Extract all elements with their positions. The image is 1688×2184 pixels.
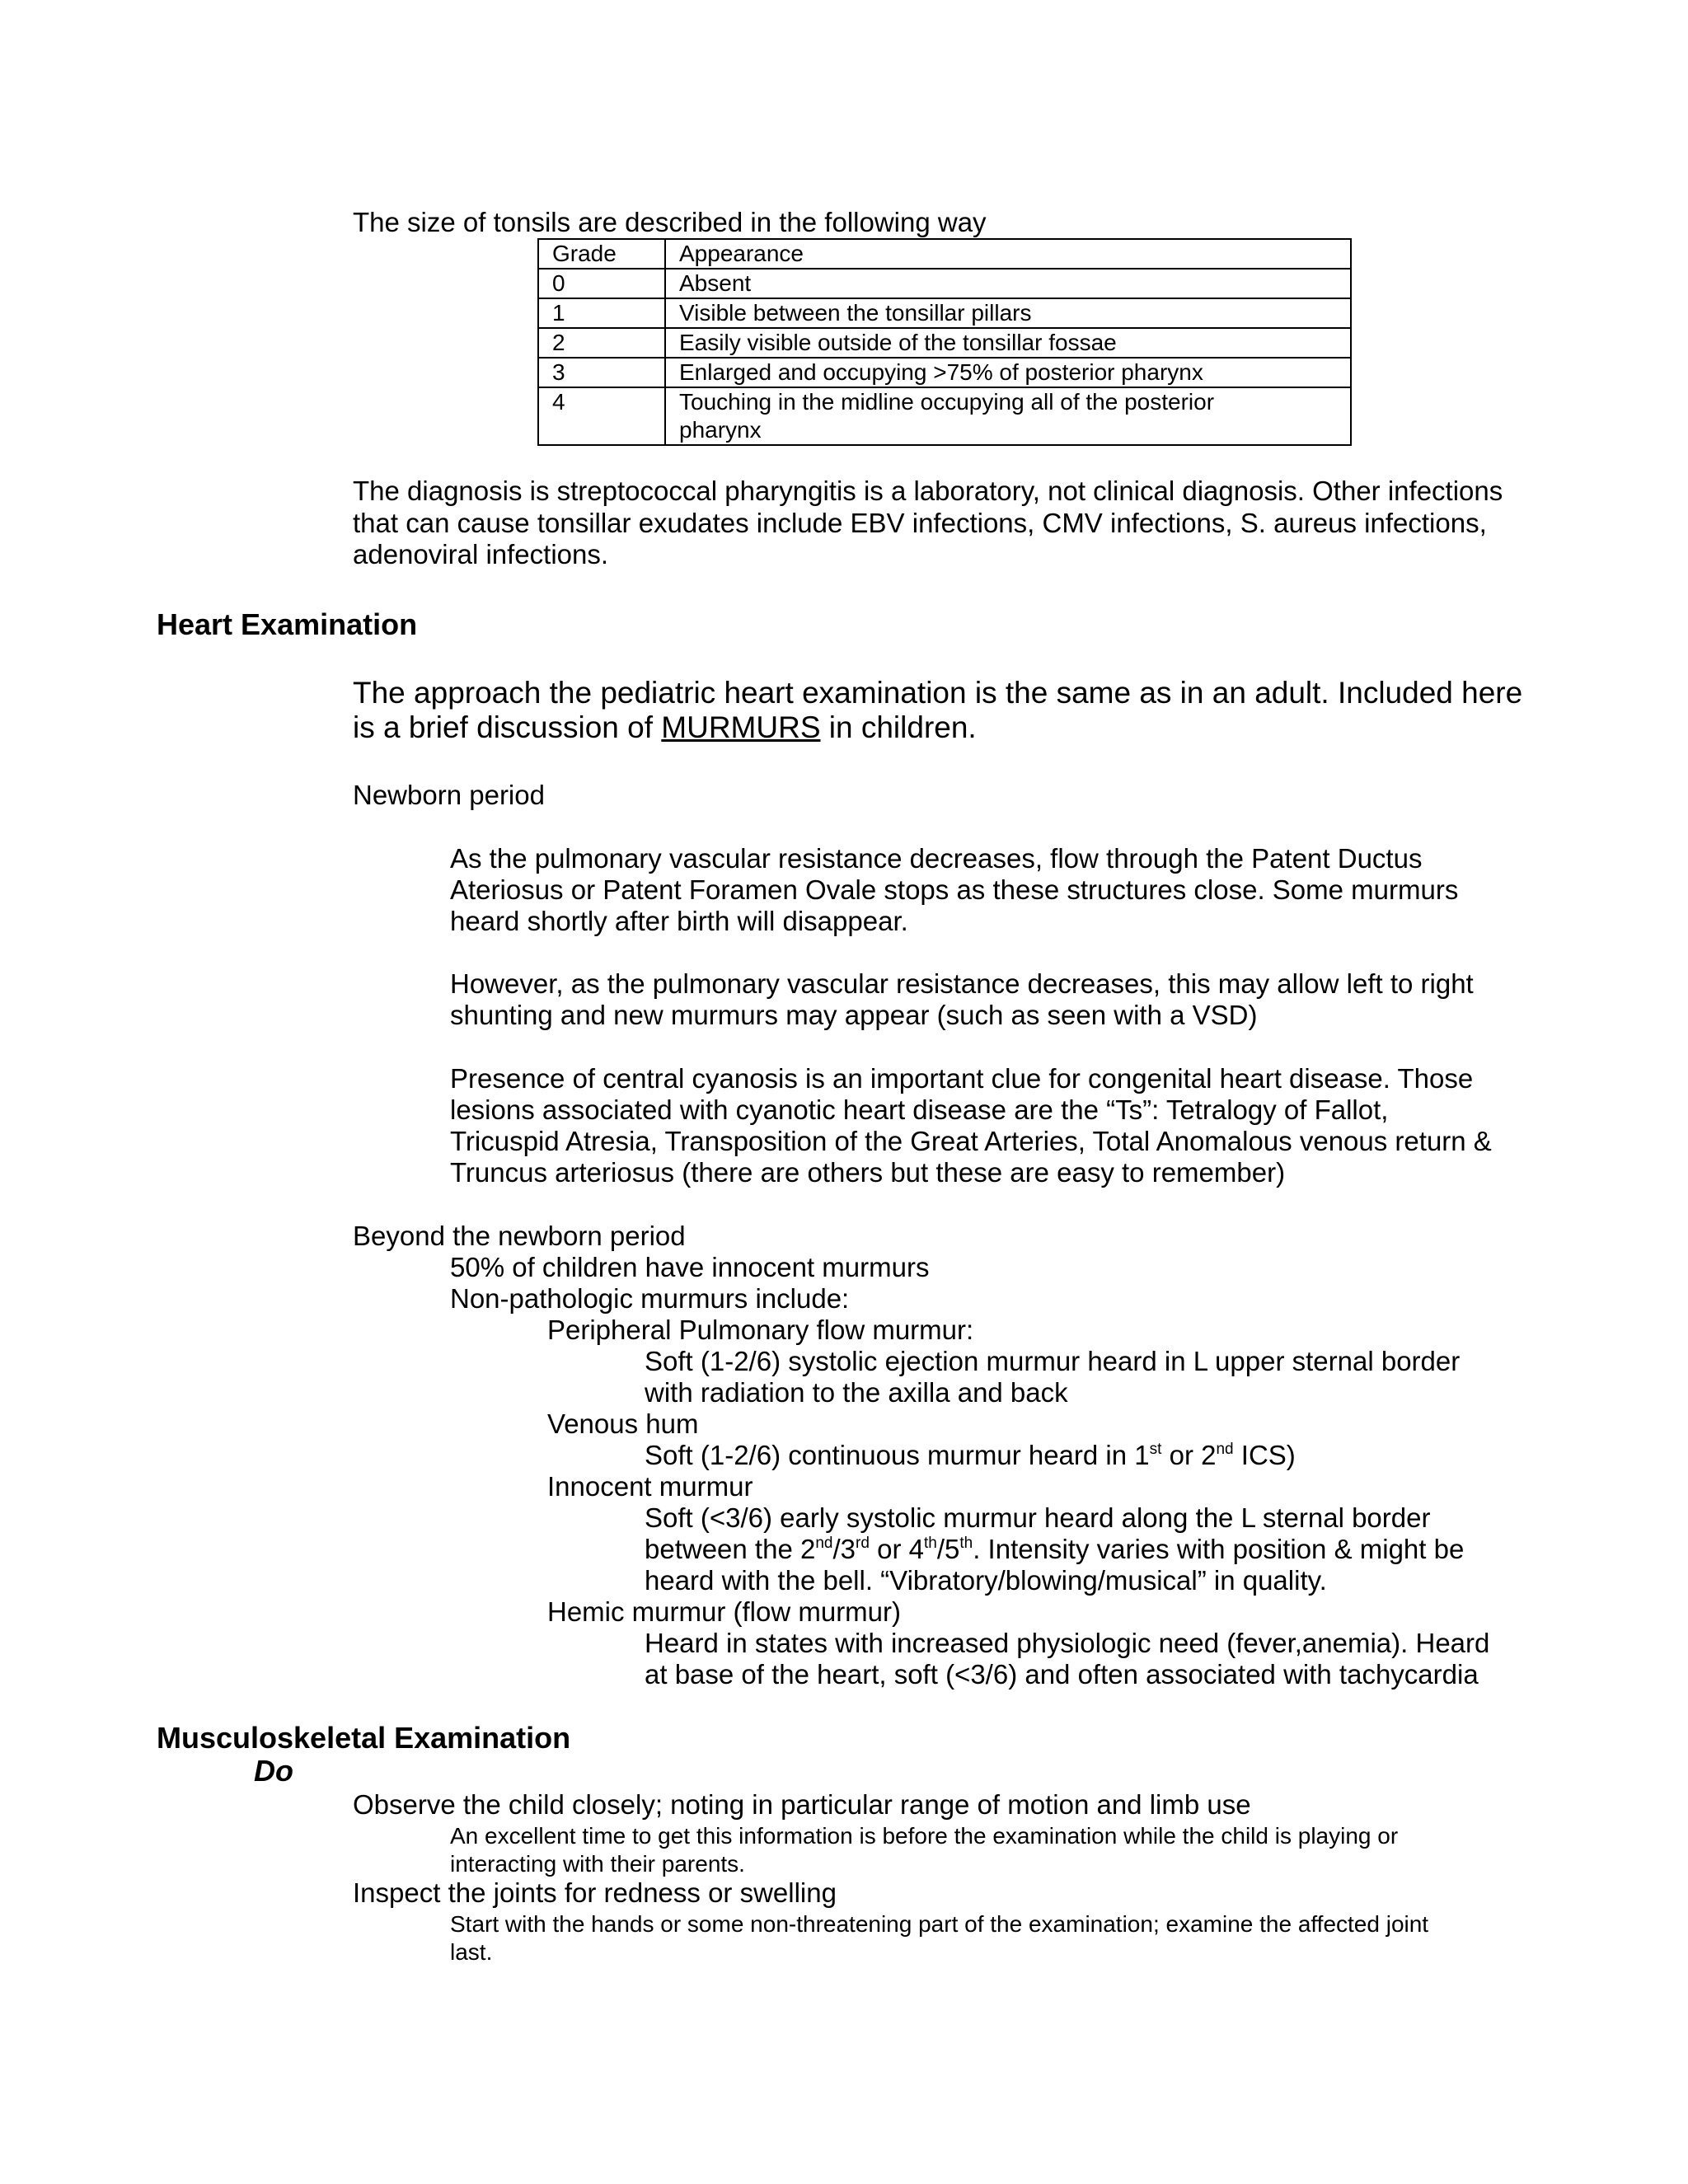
grade-cell: 1 [538,298,665,328]
table-header-row [538,239,1351,269]
appearance-cell: Absent [665,269,1351,298]
msk-note-line: Start with the hands or some non-threatening part of the examination; examine the affected joint [450,1911,1429,1937]
grade-cell: 3 [538,358,665,387]
appearance-cell: Enlarged and occupying >75% of posterior pharynx [665,358,1351,387]
murmur-desc-text: /5 [936,1534,960,1564]
table-header-appearance: Appearance [665,239,1351,269]
table-header-grade: Grade [538,239,665,269]
murmur-desc-text: Soft (1-2/6) continuous murmur heard in 1 [645,1440,1150,1470]
msk-exam-heading: Musculoskeletal Examination [157,1721,571,1755]
superscript: nd [1216,1441,1234,1458]
msk-note-line: interacting with their parents. [450,1851,745,1877]
murmur-desc-line [645,1534,1464,1565]
murmur-desc-text: ICS) [1233,1440,1296,1470]
heart-exam-heading: Heart Examination [157,607,418,641]
msk-note-line: An excellent time to get this information is before the examination while the child is playing or [450,1823,1399,1849]
appearance-line: pharynx [679,417,762,443]
murmur-desc-text: between the 2 [645,1534,816,1564]
table-row [538,269,1351,298]
grade-cell: 2 [538,328,665,358]
murmur-desc-line: Soft (<3/6) early systolic murmur heard along the L sternal border [645,1502,1431,1533]
murmur-desc-line: heard with the bell. “Vibratory/blowing/musical” in quality. [645,1565,1327,1596]
tonsil-intro: The size of tonsils are described in the following way [353,207,987,237]
beyond-newborn-heading: Beyond the newborn period [353,1221,686,1251]
msk-item: Observe the child closely; noting in particular range of motion and limb use [353,1789,1251,1820]
diagnosis-line: that can cause tonsillar exudates include EBV infections, CMV infections, S. aureus infections, [353,508,1487,538]
newborn-text-line: Ateriosus or Patent Foramen Ovale stops as these structures close. Some murmurs [450,874,1459,905]
newborn-text-line: shunting and new murmurs may appear (such as seen with a VSD) [450,1000,1258,1030]
superscript: th [959,1535,973,1552]
murmur-type-title: Hemic murmur (flow murmur) [547,1596,901,1627]
murmur-desc-line: Soft (1-2/6) systolic ejection murmur heard in L upper sternal border [645,1346,1461,1376]
table-row [538,328,1351,358]
appearance-cell [665,387,1351,445]
murmur-desc-text: /3 [832,1534,856,1564]
grade-cell: 0 [538,269,665,298]
superscript: th [923,1535,937,1552]
newborn-text-line: lesions associated with cyanotic heart disease are the “Ts”: Tetralogy of Fallot, [450,1094,1389,1125]
newborn-text-line: Tricuspid Atresia, Transposition of the Great Arteries, Total Anomalous venous return & [450,1126,1492,1156]
superscript: rd [856,1535,870,1552]
table-row [538,387,1351,445]
newborn-text-line: As the pulmonary vascular resistance decreases, flow through the Patent Ductus [450,843,1423,874]
heart-intro-text: in children. [820,710,977,744]
appearance-line: Touching in the midline occupying all of the posterior [679,389,1215,415]
murmur-desc-text: or 4 [869,1534,924,1564]
table-row [538,358,1351,387]
appearance-cell: Visible between the tonsillar pillars [665,298,1351,328]
do-label: Do [254,1754,293,1788]
appearance-cell: Easily visible outside of the tonsillar fossae [665,328,1351,358]
table-row [538,298,1351,328]
murmur-desc-line: Heard in states with increased physiologic need (fever,anemia). Heard [645,1628,1490,1658]
newborn-heading: Newborn period [353,780,545,810]
superscript: st [1149,1441,1162,1458]
murmur-desc-text: or 2 [1161,1440,1217,1470]
heart-intro-line [353,710,977,745]
murmurs-link[interactable]: MURMURS [661,710,821,744]
grade-cell: 4 [538,387,665,445]
diagnosis-line: The diagnosis is streptococcal pharyngitis is a laboratory, not clinical diagnosis. Other infections [353,476,1503,506]
murmur-type-title: Venous hum [547,1408,699,1439]
murmur-desc-line: at base of the heart, soft (<3/6) and often associated with tachycardia [645,1659,1479,1690]
heart-intro-text: is a brief discussion of [353,710,662,744]
murmur-type-title: Peripheral Pulmonary flow murmur: [547,1315,974,1345]
murmur-type-title: Innocent murmur [547,1471,753,1502]
msk-note-line: last. [450,1939,493,1965]
beyond-text-line: Non-pathologic murmurs include: [450,1283,850,1314]
tonsil-grade-table [537,238,1352,446]
newborn-text-line: heard shortly after birth will disappear. [450,906,908,936]
msk-item: Inspect the joints for redness or swelling [353,1877,837,1908]
heart-intro-line: The approach the pediatric heart examination is the same as in an adult. Included here [353,676,1523,710]
newborn-text-line: Truncus arteriosus (there are others but these are easy to remember) [450,1157,1286,1188]
diagnosis-line: adenoviral infections. [353,539,609,569]
newborn-text-line: However, as the pulmonary vascular resistance decreases, this may allow left to right [450,968,1474,999]
murmur-desc-text: . Intensity varies with position & might be [973,1534,1465,1564]
beyond-text-line: 50% of children have innocent murmurs [450,1252,930,1282]
superscript: nd [815,1535,833,1552]
newborn-text-line: Presence of central cyanosis is an important clue for congenital heart disease. Those [450,1063,1474,1094]
murmur-desc-line [645,1440,1296,1471]
murmur-desc-line: with radiation to the axilla and back [645,1377,1068,1408]
